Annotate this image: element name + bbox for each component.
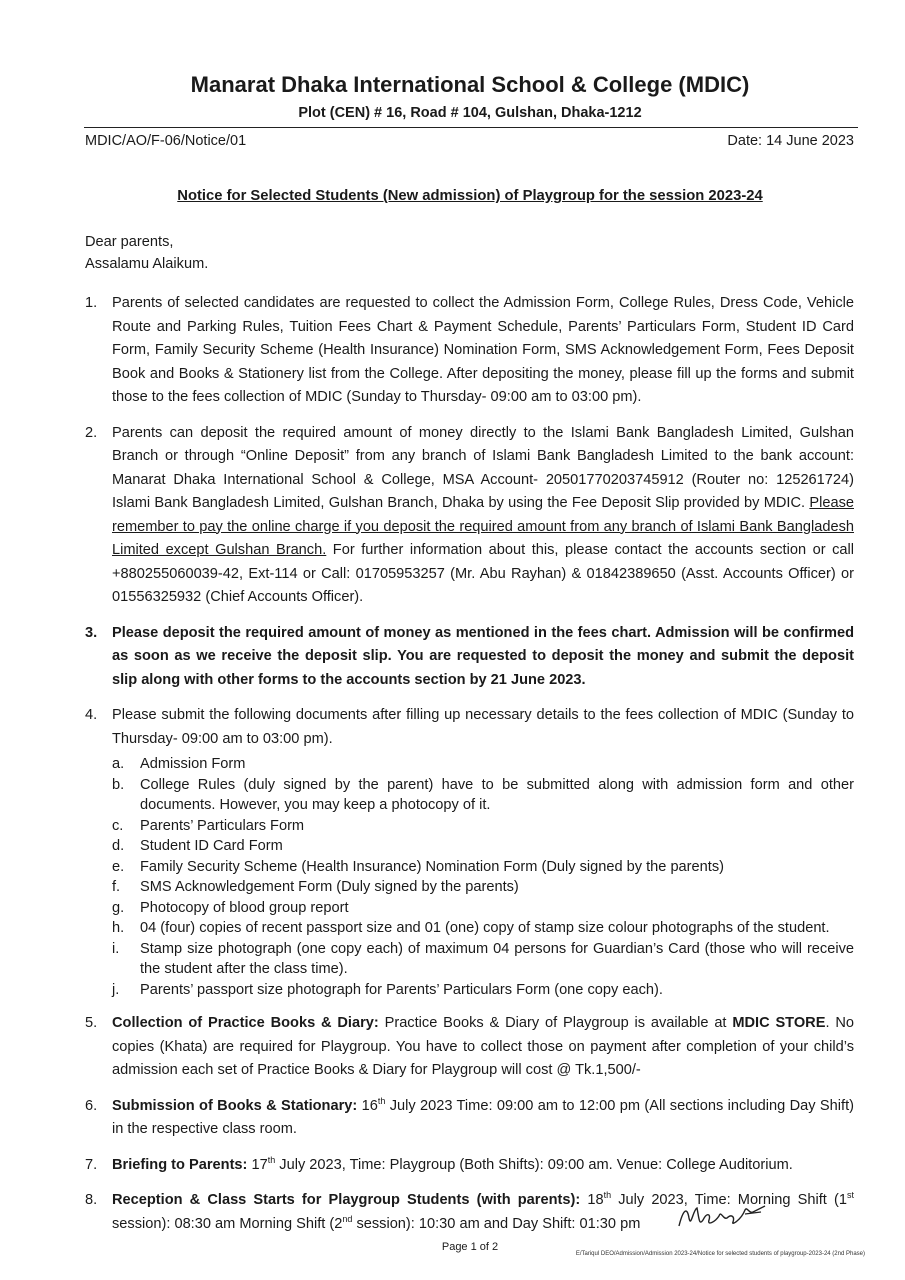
ordinal-suffix: st [846,1190,854,1200]
item-number: 4. [85,707,98,723]
ordinal-suffix: th [377,1095,386,1106]
notice-item-5 [85,1012,854,1083]
document-list-item [112,857,854,878]
sub-letter: h. [112,920,125,936]
notice-item-1 [85,292,854,410]
greeting [85,231,208,275]
notice-item-3 [85,622,854,693]
document-list-item [112,775,854,816]
sub-letter: j. [112,981,120,998]
ordinal-suffix: th [267,1154,276,1165]
item-text: session): 08:30 am Morning Shift (2 [112,1215,343,1232]
item-text: July 2023, Time: Playgroup (Both Shifts): 09:00 am. Venue: College Auditorium. [275,1156,793,1173]
sub-text: Stamp size photograph (one copy each) of maximum 04 persons for Guardian’s Card (those who will receive the student after the class time). [140,940,854,977]
sub-letter: i. [112,940,120,957]
sub-letter: e. [112,858,125,875]
notice-items [85,292,854,1248]
sub-text: College Rules (duly signed by the parent) have to be submitted along with admission form and other documents. However, you may keep a photocopy of it. [140,776,854,813]
item-number: 1. [85,295,98,311]
greeting-line: Dear parents, [85,234,174,250]
notice-item-4 [85,704,854,1000]
sub-letter: g. [112,899,125,916]
sub-letter: c. [112,817,124,834]
item-number: 2. [85,424,98,441]
sub-text: Photocopy of blood group report [140,899,349,916]
document-list-item [112,816,854,837]
document-list-item [112,980,854,1001]
item-label: Reception & Class Starts for Playgroup Students (with parents): [112,1192,581,1208]
sub-text: Family Security Scheme (Health Insurance) Nomination Form (Duly signed by the parents) [140,858,724,875]
greeting-line: Assalamu Alaikum. [85,256,209,272]
reference-number: MDIC/AO/F-06/Notice/01 [85,133,247,149]
item-text: For further information about this, please contact the accounts section or call +880255060039-42, Ext-114 or Call: 01705953257 (Mr. Abu Rayhan) & 01842389650 (Asst. Accounts Officer) or 01556325932 (Chief Accounts Officer). [112,542,854,605]
sub-letter: b. [112,776,125,793]
sub-text: Admission Form [140,756,246,772]
notice-subject: Notice for Selected Students (New admission) of Playgroup for the session 2023-24 [177,188,763,204]
online-charge-note: Please remember to pay the online charge if you deposit the required amount from any branch of Islami Bank Bangladesh Limited except Gulshan Branch. [112,495,854,558]
item-day: 17 [247,1156,268,1173]
sub-letter: a. [112,756,125,772]
notice-date: Date: 14 June 2023 [727,133,854,149]
file-path: E/Tariqul DEO/Admission/Admission 2023-24/Notice for selected students of playgroup-2023-24 (2nd Phase) [575,1251,865,1257]
document-list [112,754,854,1000]
header-divider [84,127,858,128]
notice-item-2 [85,422,854,610]
ordinal-suffix: nd [342,1213,353,1224]
item-text: July 2023, Time: Morning Shift (1 [611,1192,847,1208]
sub-text: Student ID Card Form [140,838,283,854]
document-list-item [112,836,854,857]
item-text: Please submit the following documents after filling up necessary details to the fees collection of MDIC (Sunday to Thursday- 09:00 am to 03:00 pm). [112,707,854,747]
item-day: 16 [357,1097,378,1114]
document-list-item [112,898,854,919]
school-name: Manarat Dhaka International School & College (MDIC) [190,72,750,97]
item-text: July 2023 Time: 09:00 am to 12:00 pm (All sections including Day Shift) in the respective class room. [112,1097,854,1137]
sub-letter: d. [112,838,125,854]
item-text: Parents of selected candidates are requested to collect the Admission Form, College Rules, Dress Code, Vehicle Route and Parking Rules, Tuition Fees Chart & Payment Schedule, Parents’ Particulars Form, Student ID Card Form, Family Security Scheme (Health Insurance) Nomination Form, SMS Acknowledgement Form, Fees Deposit Book and Books & Stationery list from the College. After depositing the money, please fill up the forms and submit those to the fees collection of MDIC (Sunday to Thursday- 09:00 am to 03:00 pm). [112,295,854,405]
item-number: 8. [85,1192,98,1208]
sub-letter: f. [112,879,121,895]
item-text: . No copies (Khata) are required for Playgroup. You have to collect those on payment after completion of your child’s admission each set of Practice Books & Diary for Playgroup will cost @ Tk.1,500/- [112,1015,855,1078]
item-number: 3. [85,624,98,641]
item-label: Briefing to Parents: [112,1156,248,1173]
sub-text: Parents’ Particulars Form [140,817,305,834]
item-number: 5. [85,1015,98,1031]
item-number: 7. [85,1156,98,1173]
store-name: MDIC STORE [732,1015,826,1031]
document-list-item [112,877,854,898]
item-text: Please deposit the required amount of money as mentioned in the fees chart. Admission will be confirmed as soon as we receive the deposit slip. You are requested to deposit the money and submit the deposit slip along with other forms to the accounts section by 21 June 2023. [112,624,854,688]
document-list-item [112,754,854,775]
item-label: Collection of Practice Books & Diary: [112,1015,379,1031]
item-text: Parents can deposit the required amount of money directly to the Islami Bank Bangladesh Limited, Gulshan Branch or through “Online Deposit” from any branch of Islami Bank Bangladesh Limited to the bank account: Manarat Dhaka International School & College, MSA Account- 20501770203745912 (Router no: 125261724) Islami Bank Bangladesh Limited, Gulshan Branch, Dhaka by using the Fee Deposit Slip provided by MDIC. [112,424,854,511]
school-address: Plot (CEN) # 16, Road # 104, Gulshan, Dhaka-1212 [298,105,642,121]
page-number: Page 1 of 2 [441,1241,499,1253]
item-text: Practice Books & Diary of Playgroup is available at [378,1015,733,1031]
notice-item-7 [85,1154,854,1178]
item-text: session): 10:30 am and Day Shift: 01:30 pm [352,1215,641,1232]
sub-text: 04 (four) copies of recent passport size and 01 (one) copy of stamp size colour photographs of the student. [140,920,830,936]
sub-text: SMS Acknowledgement Form (Duly signed by the parents) [140,879,519,895]
sub-text: Parents’ passport size photograph for Parents’ Particulars Form (one copy each). [140,981,663,998]
item-label: Submission of Books & Stationary: [112,1097,358,1114]
item-day: 18 [580,1192,604,1208]
item-number: 6. [85,1097,98,1114]
document-list-item [112,939,854,980]
handwritten-signature [675,1196,770,1236]
notice-item-6 [85,1095,854,1142]
ordinal-suffix: th [603,1190,612,1200]
document-list-item [112,918,854,939]
